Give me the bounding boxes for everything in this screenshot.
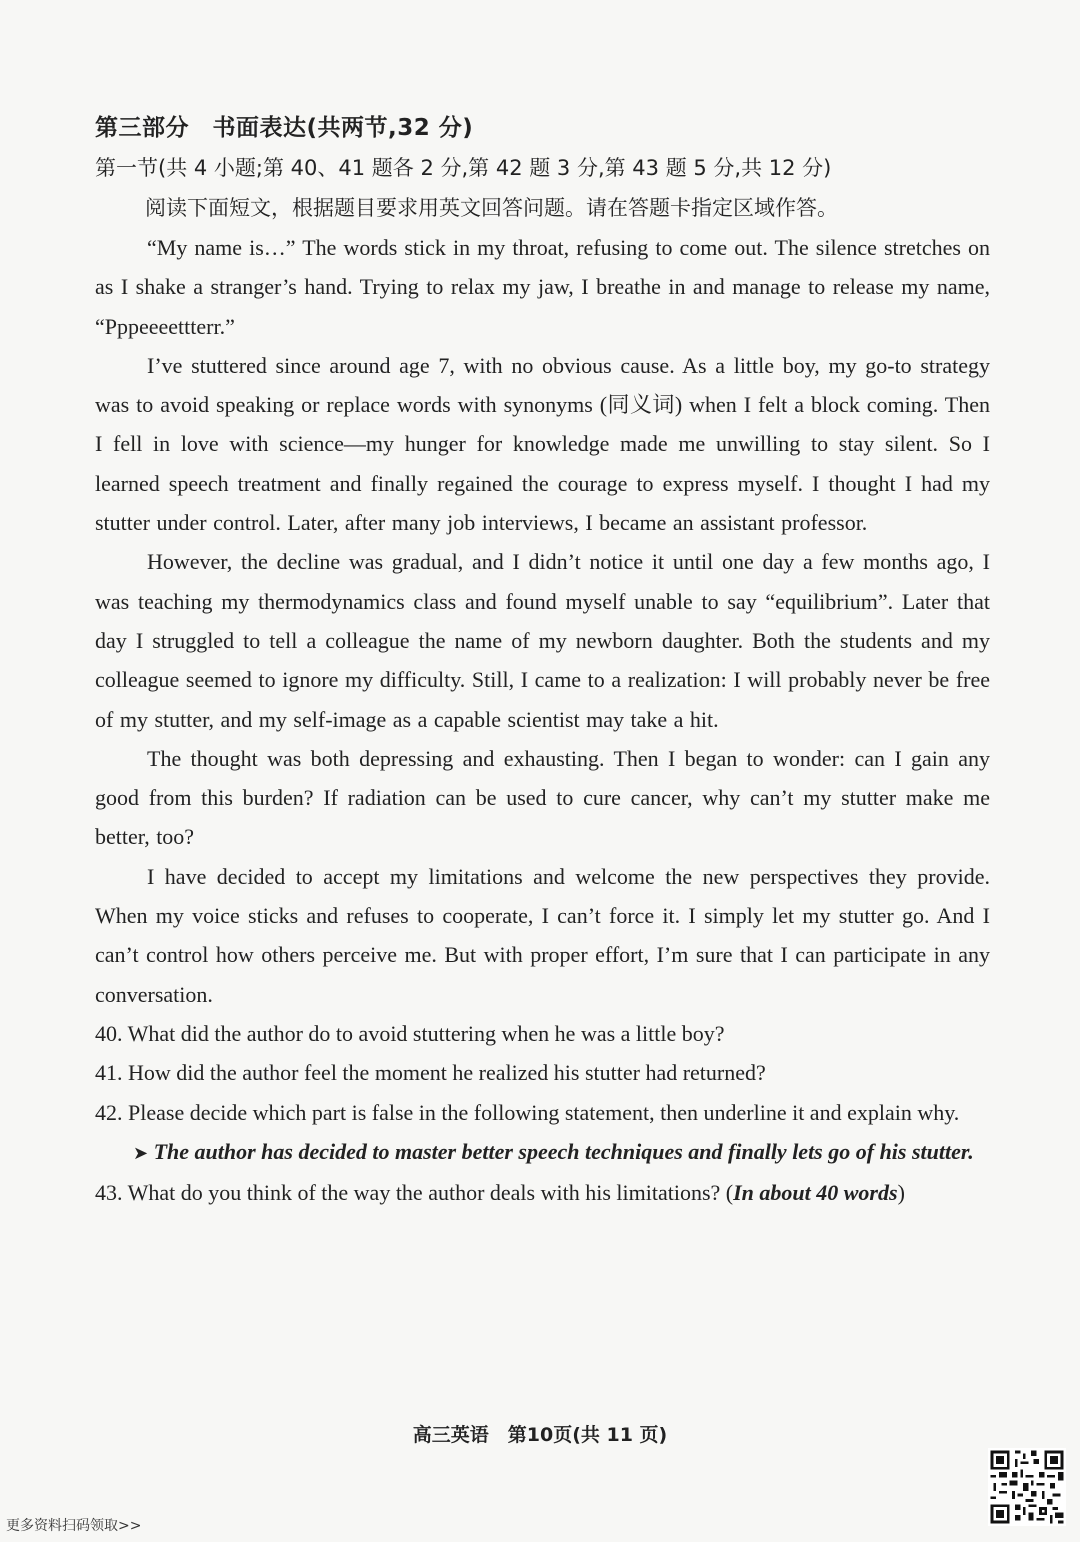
question-41: 41. How did the author feel the moment he realized his stutter had returned? — [95, 1060, 766, 1086]
exam-page — [95, 108, 990, 1212]
section-title: 第一节(共 4 小题;第 40、41 题各 2 分,第 42 题 3 分,第 43 题 5 分,共 12 分) — [95, 156, 832, 180]
question-43-word-limit: In about 40 words — [733, 1180, 898, 1206]
question-43-close: ) — [897, 1180, 905, 1206]
question-42-statement — [95, 1132, 990, 1173]
more-materials-note: 更多资料扫码领取>> — [6, 1518, 142, 1534]
statement-text: The author has decided to master better speech techniques and finally lets go of his stutter. — [153, 1138, 974, 1164]
passage-paragraph-5: I have decided to accept my limitations and welcome the new perspectives they provide. When my voice sticks and refuses to cooperate, I can’t force it. I simply let my stutter go. And I can’t control how others perceive me. But with proper effort, I’m sure that I can participate in any conversation. — [95, 863, 990, 1007]
question-43-text: 43. What do you think of the way the author deals with his limitations? ( — [95, 1180, 734, 1206]
passage-paragraph-3: However, the decline was gradual, and I didn’t notice it until one day a few months ago, I was teaching my thermodynamics class and found myself unable to say “equilibrium”. Later that day I struggled to tell a colleague the name of my newborn daughter. Both the students and my colleague seemed to ignore my difficulty. Still, I came to a realization: I will probably never be free of my stutter, and my self-image as a capable scientist may take a hit. — [95, 549, 990, 732]
qr-code-icon[interactable] — [988, 1448, 1066, 1526]
page-footer: 高三英语 第10页(共 11 页) — [412, 1424, 668, 1446]
passage-paragraph-4: The thought was both depressing and exhausting. Then I began to wonder: can I gain any good from this burden? If radiation can be used to cure cancer, why can’t my stutter make me better, too? — [95, 745, 990, 850]
questions — [95, 1014, 990, 1212]
question-42: 42. Please decide which part is false in the following statement, then underline it and explain why. — [95, 1099, 960, 1125]
passage-paragraph-2: I’ve stuttered since around age 7, with no obvious cause. As a little boy, my go-to strategy was to avoid speaking or replace words with synonyms (同义词) when I felt a block coming. Then I fell in love with science—my hunger for knowledge made me unwilling to stay silent. So I learned speech treatment and finally regained the courage to express myself. I thought I had my stutter under control. Later, after many job interviews, I became an assistant professor. — [95, 352, 990, 536]
question-43 — [95, 1173, 990, 1212]
arrowhead-icon: ➤ — [133, 1142, 149, 1164]
question-40: 40. What did the author do to avoid stuttering when he was a little boy? — [95, 1020, 725, 1046]
instruction: 阅读下面短文，根据题目要求用英文回答问题。请在答题卡指定区域作答。 — [145, 196, 838, 220]
passage — [95, 228, 990, 1014]
part-title: 第三部分 书面表达(共两节,32 分) — [95, 115, 474, 141]
passage-paragraph-1: “My name is…” The words stick in my throat, refusing to come out. The silence stretches on as I shake a stranger’s hand. Trying to relax my jaw, I breathe in and manage to release my name, “Pppeeeettterr.” — [95, 235, 990, 339]
